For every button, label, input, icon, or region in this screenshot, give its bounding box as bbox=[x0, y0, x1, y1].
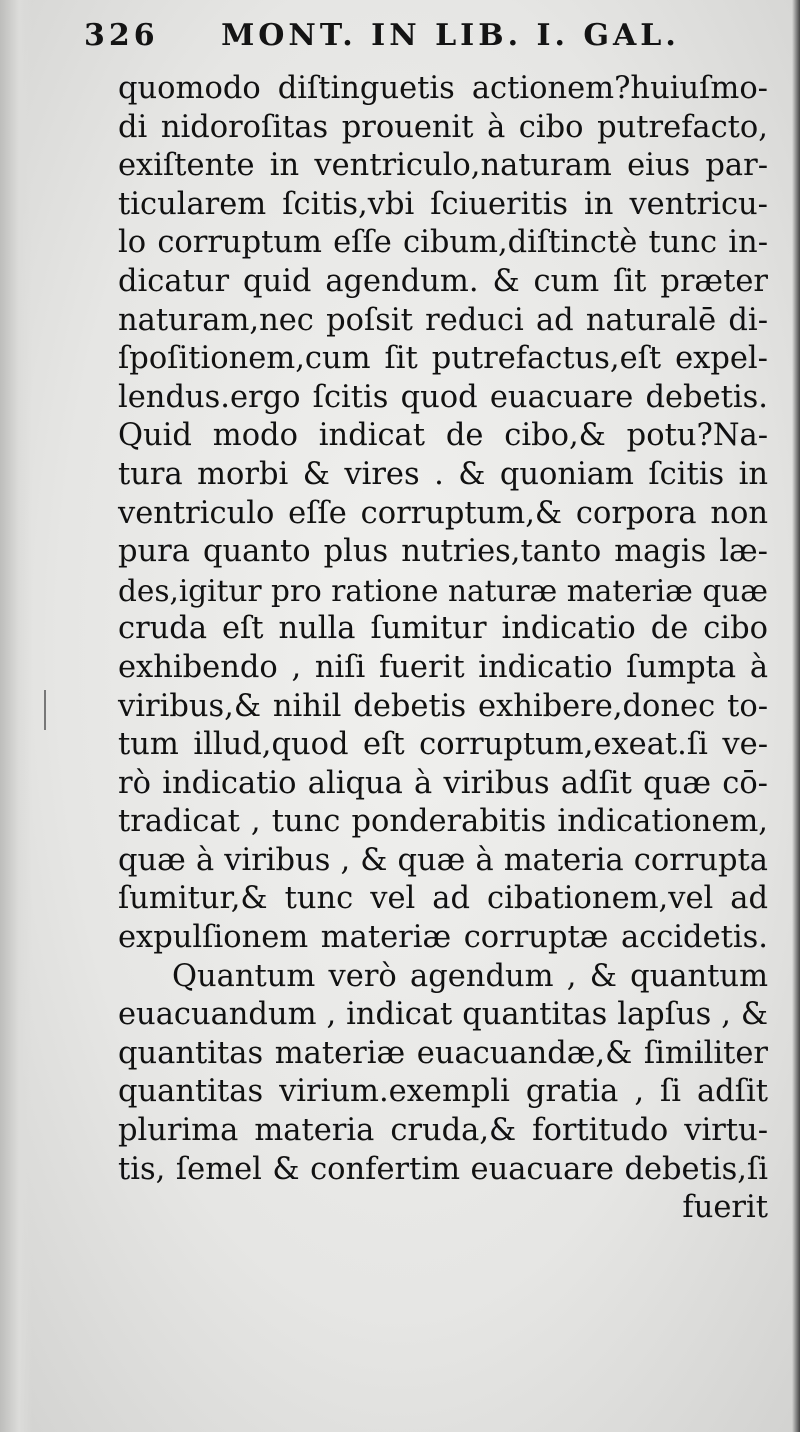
text-line: lendus.ergo ſcitis quod euacuare debetis. bbox=[118, 379, 768, 415]
gutter-shadow bbox=[0, 0, 32, 1432]
text-line: dicatur quid agendum. & cum ſit præter bbox=[118, 263, 768, 299]
text-line: exiſtente in ventriculo,naturam eius par- bbox=[118, 148, 768, 184]
text-line: quantitas materiæ euacuandæ,& ſimiliter bbox=[118, 1035, 768, 1071]
text-line: plurima materia cruda,& fortitudo virtu- bbox=[118, 1113, 768, 1149]
text-line: tis, ſemel & confertim euacuare debetis,ſi bbox=[118, 1151, 768, 1187]
body-text bbox=[118, 70, 768, 1228]
page-number: 326 bbox=[84, 18, 159, 53]
text-line: lo corruptum eſſe cibum,diſtinctè tunc in- bbox=[118, 225, 768, 261]
running-head: MONT. IN LIB. I. GAL. bbox=[221, 18, 680, 53]
text-line: cruda eſt nulla ſumitur indicatio de cibo bbox=[118, 611, 768, 647]
text-line: quæ à viribus , & quæ à materia corrupta bbox=[118, 842, 768, 878]
text-line: expulſionem materiæ corruptæ accidetis. bbox=[118, 920, 768, 956]
text-line: tura morbi & vires . & quoniam ſcitis in bbox=[118, 456, 768, 492]
text-line: naturam,nec poſsit reduci ad naturalē di- bbox=[118, 302, 768, 338]
text-line: viribus,& nihil debetis exhibere,donec to- bbox=[118, 688, 768, 724]
catchword: fuerit bbox=[682, 1190, 768, 1226]
text-line: euacuandum , indicat quantitas lapſus , & bbox=[118, 997, 768, 1033]
text-line: ſumitur,& tunc vel ad cibationem,vel ad bbox=[118, 881, 768, 917]
page-header bbox=[84, 18, 684, 68]
text-line: des,igitur pro ratione naturæ materiæ quæ bbox=[118, 573, 768, 608]
text-line: di nidoroſitas prouenit à cibo putrefacto, bbox=[118, 109, 768, 145]
page-edge-shadow bbox=[792, 0, 800, 1432]
text-line: ſpoſitionem,cum ſit putrefactus,eſt expel- bbox=[118, 341, 768, 377]
text-line-paragraph-start: Quantum verò agendum , & quantum bbox=[172, 958, 768, 994]
text-line: quantitas virium.exempli gratia , ſi adſit bbox=[118, 1074, 768, 1110]
text-line: ventriculo eſſe corruptum,& corpora non bbox=[118, 495, 768, 531]
text-line: tradicat , tunc ponderabitis indicationem, bbox=[118, 804, 768, 840]
text-line: rò indicatio aliqua à viribus adſit quæ cō- bbox=[118, 765, 768, 801]
text-line: quomodo diſtinguetis actionem?huiuſmo- bbox=[118, 71, 768, 106]
text-line: pura quanto plus nutries,tanto magis læ- bbox=[118, 534, 768, 570]
text-line: ticularem ſcitis,vbi ſciueritis in ventricu- bbox=[118, 186, 768, 222]
text-line: exhibendo , niſi fuerit indicatio ſumpta à bbox=[118, 649, 768, 685]
text-line: tum illud,quod eſt corruptum,exeat.ſi ve- bbox=[118, 727, 768, 763]
margin-mark bbox=[44, 690, 46, 730]
text-line: Quid modo indicat de cibo,& potu?Na- bbox=[118, 418, 768, 454]
